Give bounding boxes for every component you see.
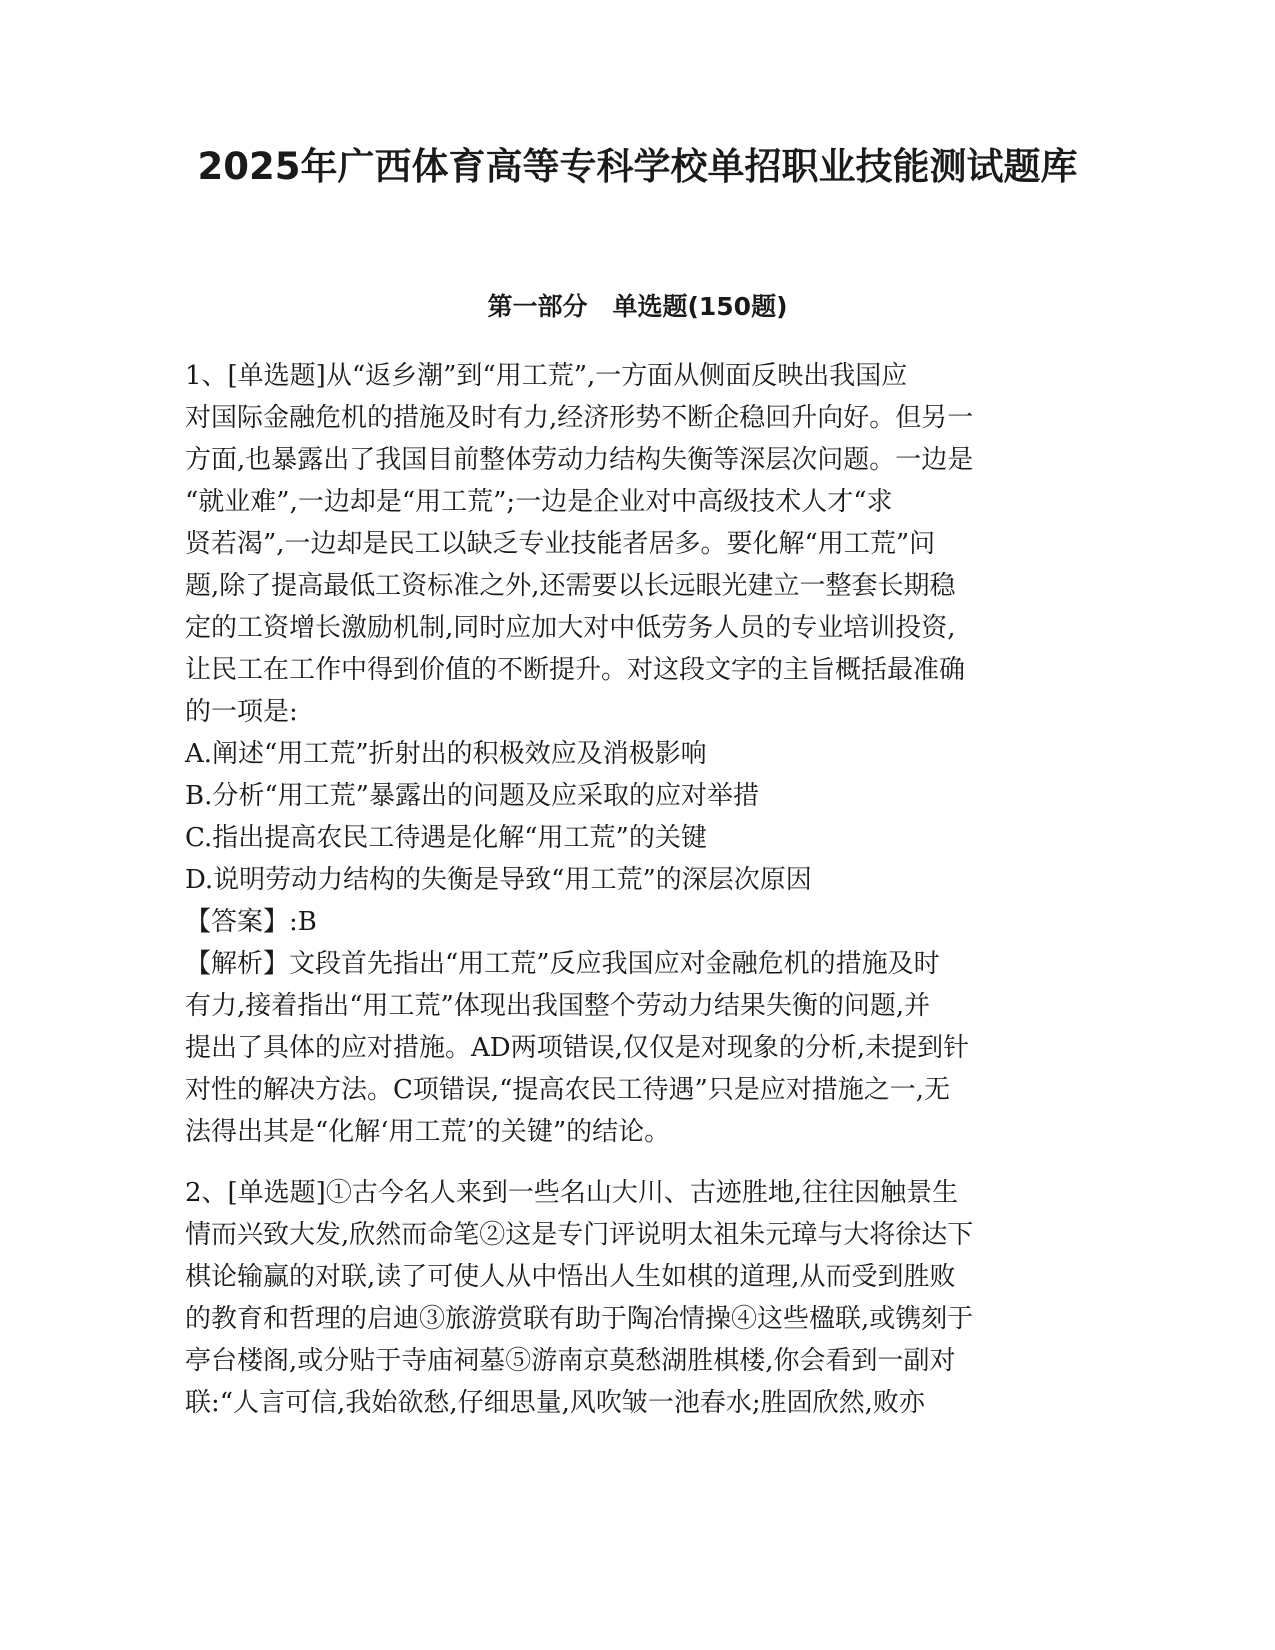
question-2 [185, 1172, 1085, 1424]
question-stem [185, 355, 1085, 733]
section-heading: 第一部分 单选题(150题) [487, 292, 788, 321]
analysis-line: 法得出其是“化解‘用工荒’的关键”的结论。 [185, 1117, 671, 1147]
page-title: 2025年广西体育高等专科学校单招职业技能测试题库 [197, 145, 1078, 188]
analysis [185, 943, 1085, 1153]
question-stem [185, 1172, 1085, 1424]
option-c: C.指出提高农民工待遇是化解“用工荒”的关键 [185, 823, 707, 853]
stem-line: 的教育和哲理的启迪③旅游赏联有助于陶冶情操④这些楹联,或镌刻于 [185, 1304, 974, 1334]
option-list [185, 733, 1085, 901]
analysis-line: 有力,接着指出“用工荒”体现出我国整个劳动力结果失衡的问题,并 [185, 991, 931, 1021]
stem-line: 的一项是: [185, 697, 298, 727]
stem-line: 1、[单选题]从“返乡潮”到“用工荒”,一方面从侧面反映出我国应 [185, 361, 908, 391]
option-b: B.分析“用工荒”暴露出的问题及应采取的应对举措 [185, 781, 759, 811]
option-d: D.说明劳动力结构的失衡是导致“用工荒”的深层次原因 [185, 865, 812, 895]
question-1 [185, 355, 1085, 1153]
analysis-line: 对性的解决方法。C项错误,“提高农民工待遇”只是应对措施之一,无 [185, 1075, 951, 1105]
stem-line: 2、[单选题]①古今名人来到一些名山大川、古迹胜地,往往因触景生 [185, 1178, 959, 1208]
stem-line: 贤若渴”,一边却是民工以缺乏专业技能者居多。要化解“用工荒”问 [185, 529, 936, 559]
stem-line: 题,除了提高最低工资标准之外,还需要以长远眼光建立一整套长期稳 [185, 571, 956, 601]
stem-line: 棋论输赢的对联,读了可使人从中悟出人生如棋的道理,从而受到胜败 [185, 1262, 956, 1292]
stem-line: 定的工资增长激励机制,同时应加大对中低劳务人员的专业培训投资, [185, 613, 956, 643]
stem-line: 对国际金融危机的措施及时有力,经济形势不断企稳回升向好。但另一 [185, 403, 974, 433]
stem-line: 联:“人言可信,我始欲愁,仔细思量,风吹皱一池春水;胜固欣然,败亦 [185, 1388, 925, 1418]
answer: 【答案】:B [185, 907, 317, 937]
stem-line: 方面,也暴露出了我国目前整体劳动力结构失衡等深层次问题。一边是 [185, 445, 974, 475]
analysis-line: 【解析】文段首先指出“用工荒”反应我国应对金融危机的措施及时 [185, 949, 940, 979]
stem-line: 让民工在工作中得到价值的不断提升。对这段文字的主旨概括最准确 [185, 655, 966, 685]
option-a: A.阐述“用工荒”折射出的积极效应及消极影响 [185, 739, 707, 769]
stem-line: 情而兴致大发,欣然而命笔②这是专门评说明太祖朱元璋与大将徐达下 [185, 1220, 974, 1250]
stem-line: “就业难”,一边却是“用工荒”;一边是企业对中高级技术人才“求 [185, 487, 893, 517]
stem-line: 亭台楼阁,或分贴于寺庙祠墓⑤游南京莫愁湖胜棋楼,你会看到一副对 [185, 1346, 956, 1376]
analysis-line: 提出了具体的应对措施。AD两项错误,仅仅是对现象的分析,未提到针 [185, 1033, 970, 1063]
